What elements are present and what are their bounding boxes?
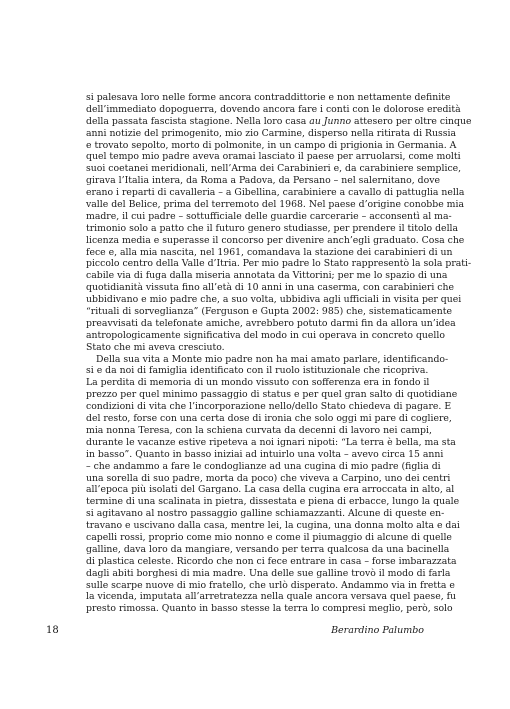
text-line: Della sua vita a Monte mio padre non ha mai amato parlare, identificando- — [96, 353, 449, 365]
text-line: una sorella di suo padre, morta da poco) che viveva a Carpino, uno dei centri — [86, 472, 451, 484]
text-line: Stato che mi aveva cresciuto. — [86, 341, 225, 353]
text-line: dell’immediato dopoguerra, dovendo ancora fare i conti con le dolorose eredità — [86, 103, 461, 115]
text-line: dagli abiti borghesi di mia madre. Una delle sue galline trovò il modo di farla — [86, 567, 451, 579]
text-line: quel tempo mio padre aveva oramai lasciato il paese per arruolarsi, come molti — [86, 151, 461, 163]
text-line: di plastica celeste. Ricordo che non ci fece entrare in casa – forse imbarazzata — [86, 555, 457, 567]
text-line: “rituali di sorveglianza” (Ferguson e Gupta 2002: 985) che, sistematicamente — [86, 306, 452, 318]
text-line: del resto, forse con una certa dose di ironia che solo oggi mi pare di cogliere, — [86, 413, 452, 425]
text-line: cabile via di fuga dalla miseria annotata da Vittorini; per me lo spazio di una — [86, 270, 448, 282]
text-line: girava l’Italia intera, da Roma a Padova, da Persano – nel salernitano, dove — [86, 175, 440, 187]
text-line: mia nonna Teresa, con la schiena curvata da decenni di lavoro nei campi, — [86, 424, 432, 436]
body-text — [86, 92, 472, 615]
text-line: durante le vacanze estive ripeteva a noi ignari nipoti: “La terra è bella, ma sta — [86, 436, 456, 448]
text-line: termine di una scalinata in pietra, dissestata e piena di erbacce, lungo la quale — [86, 496, 460, 508]
text-line: madre, il cui padre – sottufficiale delle guardie carcerarie – acconsentì al ma- — [86, 210, 452, 222]
text-line: preavvisati da telefonate amiche, avrebbero potuto darmi fin da allora un’idea — [86, 317, 456, 329]
text-line: si e da noi di famiglia identificato con il ruolo istituzionale che ricopriva. — [86, 365, 429, 377]
text-line: capelli rossi, proprio come mio nonno e come il piumaggio di alcune di quelle — [86, 531, 452, 543]
text-line: piccolo centro della Valle d’Itria. Per mio padre lo Stato rappresentò la sola prati- — [86, 258, 472, 270]
text-line: si palesava loro nelle forme ancora contraddittorie e non nettamente definite — [86, 92, 451, 103]
text-line: presto rimossa. Quanto in basso stesse la terra lo compresi meglio, però, solo — [86, 603, 453, 615]
text-line: – che andammo a fare le condoglianze ad una cugina di mio padre (figlia di — [86, 460, 441, 472]
text-line: e trovato sepolto, morto di polmonite, in un campo di prigionia in Germania. A — [86, 139, 457, 151]
text-line: antropologicamente significativa del modo in cui operava in concreto quello — [86, 329, 445, 341]
text-line: galline, dava loro da mangiare, versando per terra qualcosa da una bacinella — [86, 543, 450, 555]
text-line: travano e uscivano dalla casa, mentre lei, la cugina, una donna molto alta e dai — [86, 520, 460, 532]
text-line: prezzo per quel minimo passaggio di status e per quel gran salto di quotidiane — [86, 389, 458, 401]
text-line: suoi coetanei meridionali, nell’Arma dei Carabinieri e, da carabiniere semplice, — [86, 163, 462, 175]
text-line: anni notizie del primogenito, mio zio Carmine, disperso nella ritirata di Russia — [86, 127, 457, 139]
author-running-foot: Berardino Palumbo — [331, 625, 424, 636]
text-line: ubbidivano e mio padre che, a suo volta, ubbidiva agli ufficiali in visita per quei — [86, 294, 462, 306]
text-line: fece e, alla mia nascita, nel 1961, comandava la stazione dei carabinieri di un — [86, 246, 453, 258]
page-number: 18 — [46, 625, 59, 636]
text-line: licenza media e superasse il concorso per divenire anch’egli graduato. Cosa che — [86, 234, 465, 246]
text-line: in basso”. Quanto in basso iniziai ad intuirlo una volta – avevo circa 15 anni — [86, 448, 444, 460]
text-line: condizioni di vita che l’incorporazione nello/dello Stato chiedeva di pagare. E — [86, 401, 452, 413]
text-line: trimonio solo a patto che il futuro genero studiasse, per prendere il titolo della — [86, 222, 459, 234]
italic-place-name: au Junno — [309, 115, 352, 127]
text-line: all’epoca più isolati del Gargano. La casa della cugina era arroccata in alto, al — [86, 484, 455, 496]
text-line: la vicenda, imputata all’arretratezza nella quale ancora versava quel paese, fu — [86, 591, 457, 603]
text-line: della passata fascista stagione. Nella loro casa au Junno attesero per oltre cinque — [86, 115, 472, 127]
paragraph — [86, 92, 472, 354]
text-line: valle del Belice, prima del terremoto del 1968. Nel paese d’origine conobbe mia — [86, 199, 464, 211]
text-line: erano i reparti di cavalleria – a Gibellina, carabiniere a cavallo di pattuglia nella — [86, 187, 465, 199]
text-line: sulle scarpe nuove di mio fratello, che urlò disperato. Andammo via in fretta e — [86, 579, 455, 591]
text-line: La perdita di memoria di un mondo vissuto con sofferenza era in fondo il — [86, 377, 430, 389]
text-line: si agitavano al nostro passaggio galline schiamazzanti. Alcune di queste en- — [86, 508, 445, 520]
text-line: quotidianità vissuta fino all’età di 10 anni in una caserma, con carabinieri che — [86, 282, 454, 294]
paragraph — [86, 353, 460, 616]
